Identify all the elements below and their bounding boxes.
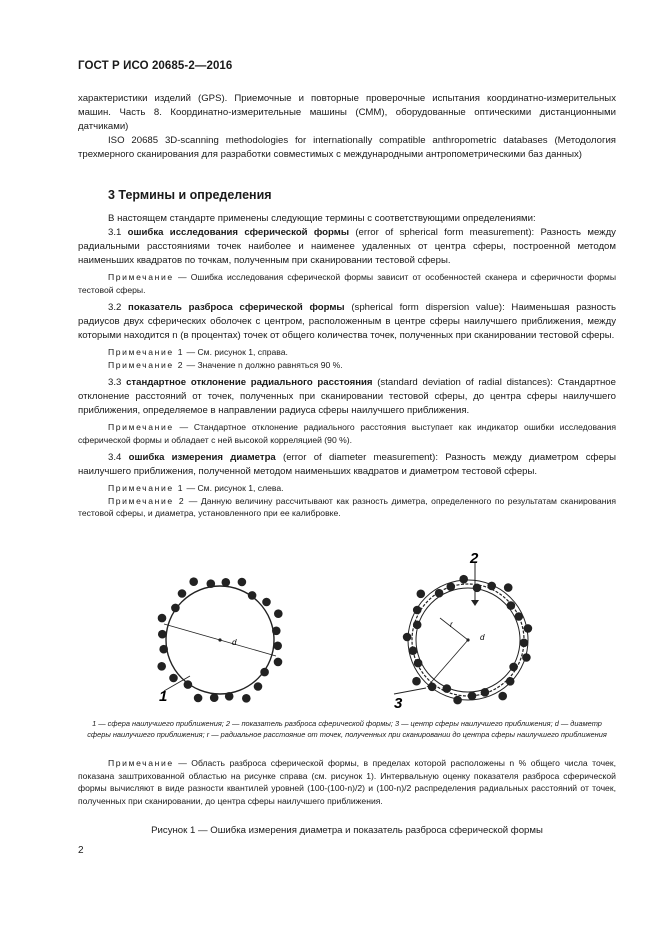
leader-line-3 (394, 688, 426, 694)
figure-key: 1 — сфера наилучшего приближения; 2 — показатель разброса сферической формы; 3 — центр сферы наилучшего приближения; d — диаметр сферы наилучшего приближения; r — радиальное расстояние от точек, полученных при сканировании до центра сферы наилучшего приближения (87, 719, 607, 739)
scan-point (242, 694, 251, 703)
term-number: 3.1 (108, 227, 128, 238)
scan-point (473, 584, 482, 593)
scan-point (178, 589, 187, 598)
scan-point (274, 658, 283, 667)
note-text: — Данную величину рассчитывают как разность диметра, определенного по результатам сканирования тестовой сферы, и диаметра, установленного при ее калибровке. (78, 495, 616, 518)
term-title: ошибка исследования сферической формы (127, 227, 350, 238)
definitions-block (78, 212, 616, 520)
note-label: Примечание (108, 758, 174, 768)
note-label: Примечание (108, 422, 174, 432)
note-text: — Стандартное отклонение радиального расстояния выступает как индикатор ошибки исследования сферической формы и обладает с ней высокой корреляцией (90 %). (78, 422, 616, 445)
scan-point (194, 694, 203, 703)
note-label: Примечание 1 (108, 483, 185, 493)
scan-point (184, 680, 193, 689)
term-number: 3.4 (108, 452, 129, 463)
arrow-head-2 (471, 600, 479, 606)
scan-point (413, 606, 422, 615)
scan-point (447, 582, 456, 591)
scan-point (498, 692, 507, 701)
scan-point (487, 582, 496, 591)
scan-point (522, 653, 531, 662)
term-definition: (error of diameter measurement): Разность между диаметром сферы наилучшего приближения, полученной методом наименьших квадратов и диаметром тестовой сферы. (78, 452, 616, 477)
center-point (218, 638, 221, 641)
note-text: — Значение n должно равняться 90 %. (184, 359, 343, 370)
scan-point (435, 589, 444, 598)
term-title: стандартное отклонение радиального расстояния (126, 377, 373, 388)
scan-point (520, 639, 529, 648)
scan-point (207, 579, 216, 588)
intro-paragraph: В настоящем стандарте применены следующие термины с соответствующими определениями: (108, 213, 536, 224)
scan-point (507, 601, 516, 610)
label-3: 3 (394, 695, 403, 712)
scan-point (210, 693, 219, 702)
term-3-4 (78, 451, 616, 479)
scan-point (171, 604, 180, 613)
note-label: Примечание 2 (108, 359, 185, 370)
scan-point (509, 663, 518, 672)
note (78, 271, 616, 296)
scan-point (515, 612, 524, 621)
scan-point (524, 624, 533, 633)
right-diagram (394, 550, 532, 712)
term-definition: (spherical form dispersion value): Наименьшая разность радиусов двух сферических оболочек с центром, расположенным в центре сферы наилучшего приближения, между которыми находится n (в процентах) точек от общего количества точек, полученных при сканировании тестовой сферы. (78, 302, 616, 341)
scan-point (453, 696, 462, 705)
label-d-left: d (232, 638, 237, 647)
note-label: Примечание 2 (108, 495, 186, 506)
figure-1 (78, 548, 616, 716)
scan-point (222, 578, 231, 587)
scan-point (428, 683, 437, 692)
scan-point (481, 688, 490, 697)
figure-title: Рисунок 1 — Ошибка измерения диаметра и показатель разброса сферической формы (151, 825, 543, 836)
references-block (78, 92, 616, 162)
note-text: — Область разброса сферической формы, в пределах которой расположены n % общего числа точек, показана заштрихованной областью на рисунке справа (см. рисунок 1). Интервальную оценку показателя разброса сферической формы вычисляют в виде разности квантилей уровней (100-(100-n)/2) и (100-n)/2 распределения радиальных расстояний от точек, полученных при сканировании, до центра сферы наилучшего приближения. (78, 758, 616, 806)
scan-point (417, 590, 426, 599)
scan-point (272, 627, 281, 636)
reference-paragraph: ISO 20685 3D-scanning methodologies for internationally compatible anthropometric databases (Методология трехмерного сканирования для разработки совместимых с международными антропометрическими баз данных) (78, 135, 616, 160)
section-heading: 3 Термины и определения (108, 188, 272, 202)
scan-point (158, 614, 167, 623)
label-1: 1 (159, 688, 168, 705)
center-leader (427, 640, 468, 687)
note-text: — См. рисунок 1, справа. (184, 347, 288, 357)
scan-point (157, 662, 166, 671)
term-3-2 (78, 301, 616, 343)
scan-point (414, 659, 423, 668)
scan-point (443, 684, 452, 693)
scan-point (169, 674, 178, 683)
left-diagram (157, 577, 282, 705)
scan-point (413, 621, 422, 630)
reference-paragraph: характеристики изделий (GPS). Приемочные и повторные проверочные испытания координатно-измерительных машин. Часть 8. Координатно-измерительные машины (СММ), оборудованные оптическими дистанционными датчиками) (78, 93, 616, 132)
scan-point (403, 633, 412, 642)
scan-point (238, 578, 247, 587)
scan-point (273, 642, 282, 651)
term-3-1 (78, 226, 616, 268)
figure-note (78, 757, 616, 807)
note-label: Примечание 1 (108, 347, 185, 357)
term-3-3 (78, 376, 616, 418)
scan-point (468, 692, 477, 701)
scan-point (159, 645, 168, 654)
term-number: 3.3 (108, 377, 127, 388)
scan-point (409, 646, 418, 655)
scan-point (254, 682, 263, 691)
note (78, 346, 616, 359)
term-definition: (error of spherical form measurement): Разность между радиальными расстояниями точек наиболее и наименее удаленных от центра сферы, построенной методом наименьших квадратов по точкам, полученным при сканировании тестовой сферы. (78, 227, 616, 266)
note (78, 421, 616, 446)
scan-point (248, 591, 257, 600)
radius-line (440, 618, 468, 640)
label-2: 2 (470, 550, 479, 567)
note (78, 359, 616, 372)
note-label: Примечание (108, 272, 174, 282)
scan-point (459, 575, 468, 584)
note-text: — См. рисунок 1, слева. (184, 483, 284, 493)
scan-point (504, 583, 513, 592)
scan-point (412, 677, 421, 686)
label-d-right: d (480, 633, 485, 642)
term-title: ошибка измерения диаметра (128, 452, 276, 463)
term-number: 3.2 (108, 302, 129, 313)
scan-point (225, 692, 234, 701)
note (78, 482, 616, 495)
page-number: 2 (78, 845, 84, 856)
scan-point (260, 668, 269, 677)
note-text: — Ошибка исследования сферической формы зависит от особенностей сканера и сферичности формы тестовой сферы. (78, 272, 616, 295)
scan-point (274, 609, 283, 618)
label-r: r (450, 620, 453, 629)
scan-point (506, 677, 515, 686)
term-definition: (standard deviation of radial distances): Стандартное отклонение расстояний от точек, полученных при сканировании тестовой сферы, до центра сферы наилучшего приближения, определяемое в направлении радиуса сферы наилучшего приближения. (78, 377, 616, 416)
note (78, 495, 616, 520)
term-title: показатель разброса сферической формы (128, 302, 345, 313)
scan-point (189, 577, 198, 586)
scan-point (158, 630, 167, 639)
document-header: ГОСТ Р ИСО 20685-2—2016 (78, 60, 233, 72)
scan-point (262, 598, 271, 607)
center-point-right (466, 638, 469, 641)
